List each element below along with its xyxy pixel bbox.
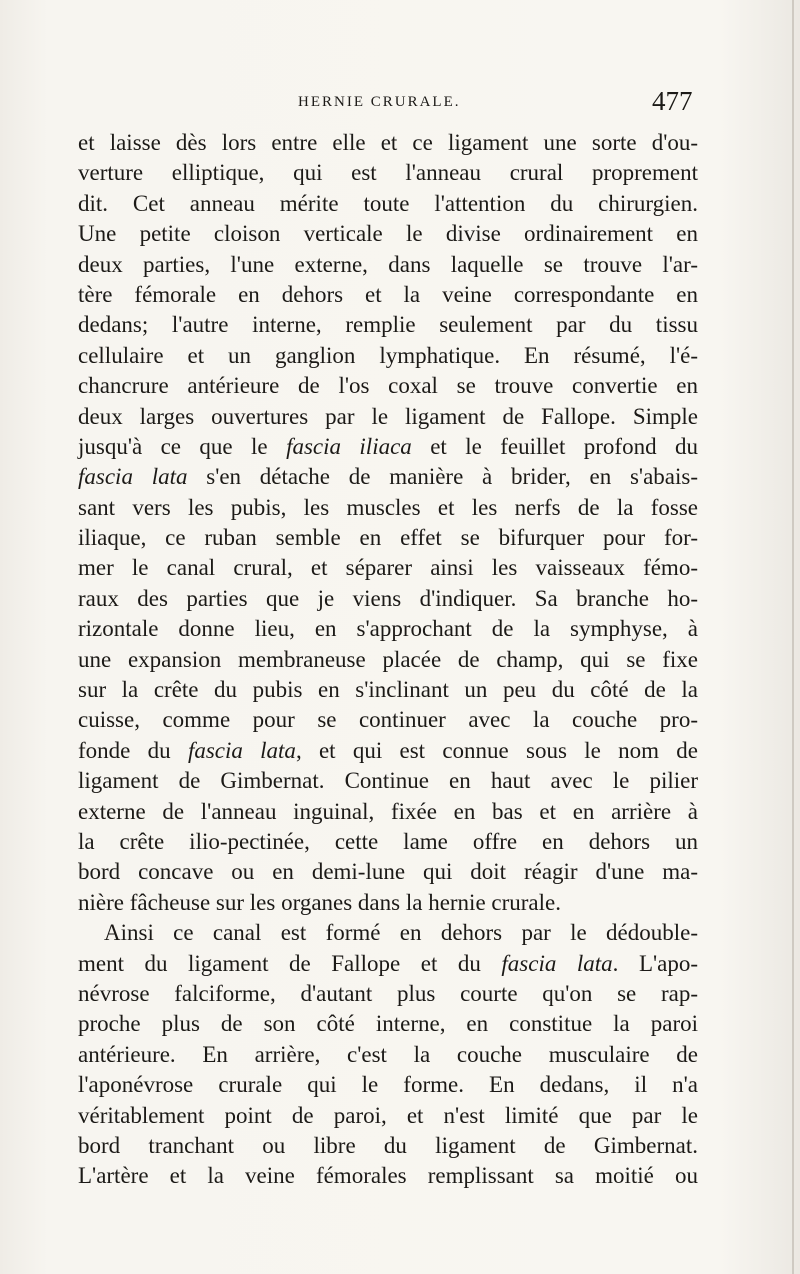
text-line (78, 250, 698, 280)
text-line (78, 402, 698, 432)
line-text: sur la crête du pubis en s'inclinant un peu du côté de la (78, 677, 698, 703)
line-text: névrose falciforme, d'autant plus courte qu'on se rap- (78, 980, 698, 1006)
line-text: , et qui est connue sous le nom de (295, 737, 698, 763)
italic-term: fascia iliaca (286, 433, 412, 459)
line-text: la crête ilio-pectinée, cette lame offre en dehors un (78, 828, 698, 854)
body-text (78, 128, 698, 1192)
text-line (78, 1040, 698, 1070)
text-line (78, 584, 698, 614)
text-line (78, 736, 698, 766)
text-line (78, 645, 698, 675)
text-line (78, 371, 698, 401)
text-line (78, 523, 698, 553)
line-text: externe de l'anneau inguinal, fixée en bas et en arrière à (78, 798, 698, 824)
line-text: dit. Cet anneau mérite toute l'attention du chirurgien. (78, 190, 698, 216)
text-line (78, 553, 698, 583)
line-text: véritablement point de paroi, et n'est limité que par le (78, 1102, 698, 1128)
text-line (78, 310, 698, 340)
line-text: L'artère et la veine fémorales remplissant sa moitié ou (78, 1163, 698, 1189)
line-text: chancrure antérieure de l'os coxal se trouve convertie en (78, 373, 698, 399)
text-line (78, 128, 698, 158)
line-text: proche plus de son côté interne, en constitue la paroi (78, 1011, 698, 1037)
line-text: ment du ligament de Fallope et du (78, 950, 502, 976)
text-line (78, 888, 698, 918)
running-title: HERNIE CRURALE. (298, 94, 461, 110)
text-line (78, 614, 698, 644)
line-text: fonde du (78, 737, 188, 763)
line-text: nière fâcheuse sur les organes dans la hernie crurale. (78, 889, 561, 915)
line-text: l'aponévrose crurale qui le forme. En dedans, il n'a (78, 1072, 698, 1098)
line-text: bord concave ou en demi-lune qui doit réagir d'une ma- (78, 859, 698, 885)
text-line (78, 341, 698, 371)
line-text: cellulaire et un ganglion lymphatique. En résumé, l'é- (78, 342, 698, 368)
line-text: . L'apo- (612, 950, 699, 976)
text-line (78, 219, 698, 249)
line-text: iliaque, ce ruban semble en effet se bifurquer pour for- (78, 525, 698, 551)
text-line (78, 797, 698, 827)
text-line (78, 189, 698, 219)
text-line (78, 462, 698, 492)
line-text: deux parties, l'une externe, dans laquelle se trouve l'ar- (78, 251, 698, 277)
line-text: verture elliptique, qui est l'anneau crural proprement (78, 160, 698, 186)
page-edge (792, 0, 794, 1274)
text-line (78, 1070, 698, 1100)
line-text: et laisse dès lors entre elle et ce ligament une sorte d'ou- (78, 130, 698, 155)
text-line (78, 493, 698, 523)
italic-term: fascia lata (78, 464, 188, 490)
line-text: s'en détache de manière à brider, en s'abais- (187, 464, 698, 490)
line-text: antérieure. En arrière, c'est la couche musculaire de (78, 1041, 698, 1067)
text-line (78, 918, 698, 948)
page-number: 477 (652, 86, 693, 116)
text-line (78, 158, 698, 188)
line-text: jusqu'à ce que le (78, 433, 287, 459)
text-line (78, 979, 698, 1009)
text-line (78, 1161, 698, 1191)
line-text: une expansion membraneuse placée de champ, qui se fixe (78, 646, 698, 672)
text-line (78, 857, 698, 887)
text-line (78, 766, 698, 796)
line-text: rizontale donne lieu, en s'approchant de la symphyse, à (78, 616, 698, 642)
text-line (78, 280, 698, 310)
line-text: tère fémorale en dehors et la veine correspondante en (78, 281, 698, 307)
text-line (78, 1131, 698, 1161)
text-line (78, 1101, 698, 1131)
text-line (78, 1009, 698, 1039)
line-text: mer le canal crural, et séparer ainsi les vaisseaux fémo- (78, 555, 698, 581)
page-header (0, 86, 800, 122)
line-text: cuisse, comme pour se continuer avec la couche pro- (78, 707, 698, 733)
text-line (78, 705, 698, 735)
text-line (78, 949, 698, 979)
line-text: dedans; l'autre interne, remplie seulement par du tissu (78, 312, 698, 338)
line-text: ligament de Gimbernat. Continue en haut avec le pilier (78, 768, 698, 794)
text-line (78, 827, 698, 857)
italic-term: fascia lata (187, 737, 296, 763)
line-text: bord tranchant ou libre du ligament de Gimbernat. (78, 1132, 698, 1158)
line-text: sant vers les pubis, les muscles et les nerfs de la fosse (78, 494, 698, 520)
text-line (78, 432, 698, 462)
italic-term: fascia lata (501, 950, 613, 976)
line-text: raux des parties que je viens d'indiquer. Sa branche ho- (78, 585, 698, 611)
line-text: deux larges ouvertures par le ligament de Fallope. Simple (78, 403, 698, 429)
line-text: Une petite cloison verticale le divise ordinairement en (78, 221, 698, 247)
line-text: Ainsi ce canal est formé en dehors par le dédouble- (104, 920, 698, 946)
line-text: et le feuillet profond du (411, 433, 698, 459)
text-line (78, 675, 698, 705)
